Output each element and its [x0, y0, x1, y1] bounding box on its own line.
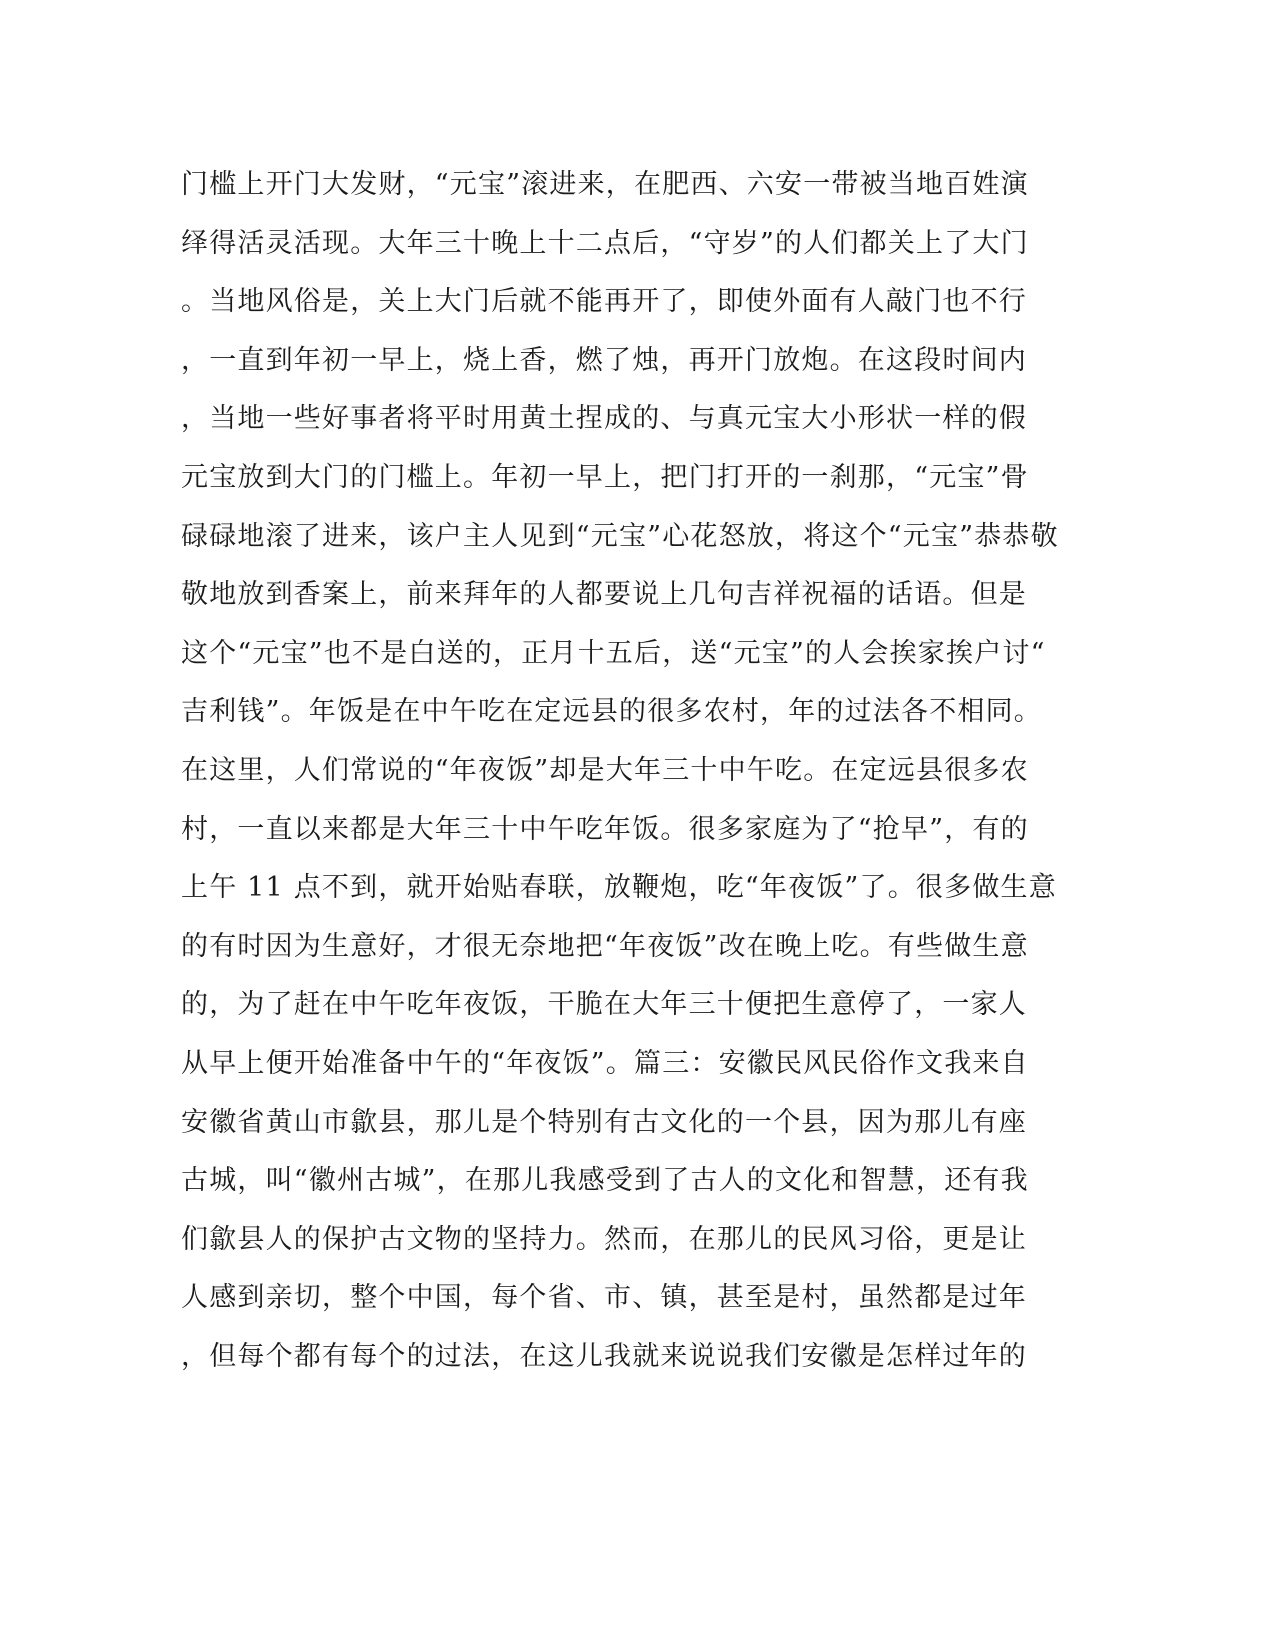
text-line: 门槛上开门大发财，“元宝”滚进来，在肥西、六安一带被当地百姓演: [181, 169, 1029, 200]
text-line: 的有时因为生意好，才很无奈地把“年夜饭”改在晚上吃。有些做生意: [181, 930, 1029, 962]
text-line: 碌碌地滚了进来，该户主人见到“元宝”心花怒放，将这个“元宝”恭恭敬: [181, 520, 1059, 552]
text-line: 在这里，人们常说的“年夜饭”却是大年三十中午吃。在定远县很多农: [181, 754, 1029, 786]
text-line: 。当地风俗是，关上大门后就不能再开了，即使外面有人敲门也不行: [181, 286, 1027, 318]
text-line: 敬地放到香案上，前来拜年的人都要说上几句吉祥祝福的话语。但是: [181, 579, 1027, 611]
text-line: 从早上便开始准备中午的“年夜饭”。篇三：安徽民风民俗作文我来自: [181, 1047, 1029, 1079]
text-line: 人感到亲切，整个中国，每个省、市、镇，甚至是村，虽然都是过年: [181, 1282, 1027, 1314]
text-line: 吉利钱”。年饭是在中午吃在定远县的很多农村，年的过法各不相同。: [181, 696, 1043, 728]
text-line: 安徽省黄山市歙县，那儿是个特别有古文化的一个县，因为那儿有座: [181, 1106, 1027, 1138]
text-line: ，一直到年初一早上，烧上香，燃了烛，再开门放炮。在这段时间内: [181, 344, 1027, 376]
text-line: 古城，叫“徽州古城”，在那儿我感受到了古人的文化和智慧，还有我: [181, 1165, 1029, 1197]
text-line: 村，一直以来都是大年三十中午吃年饭。很多家庭为了“抢早”，有的: [181, 813, 1029, 845]
text-line: ，当地一些好事者将平时用黄土捏成的、与真元宝大小形状一样的假: [181, 403, 1027, 435]
text-line: ，但每个都有每个的过法，在这儿我就来说说我们安徽是怎样过年的: [181, 1340, 1027, 1372]
text-line: 的，为了赶在中午吃年夜饭，干脆在大年三十便把生意停了，一家人: [181, 989, 1027, 1021]
text-line: 这个“元宝”也不是白送的，正月十五后，送“元宝”的人会挨家挨户讨“: [181, 637, 1046, 669]
text-line: 元宝放到大门的门槛上。年初一早上，把门打开的一刹那，“元宝”骨: [181, 461, 1029, 493]
text-line: 绎得活灵活现。大年三十晚上十二点后，“守岁”的人们都关上了大门: [181, 227, 1029, 259]
text-line: 上午 11 点不到，就开始贴春联，放鞭炮，吃“年夜饭”了。很多做生意: [181, 872, 1057, 904]
body-text: [181, 156, 1061, 1386]
text-line: 们歙县人的保护古文物的坚持力。然而，在那儿的民风习俗，更是让: [181, 1223, 1027, 1255]
